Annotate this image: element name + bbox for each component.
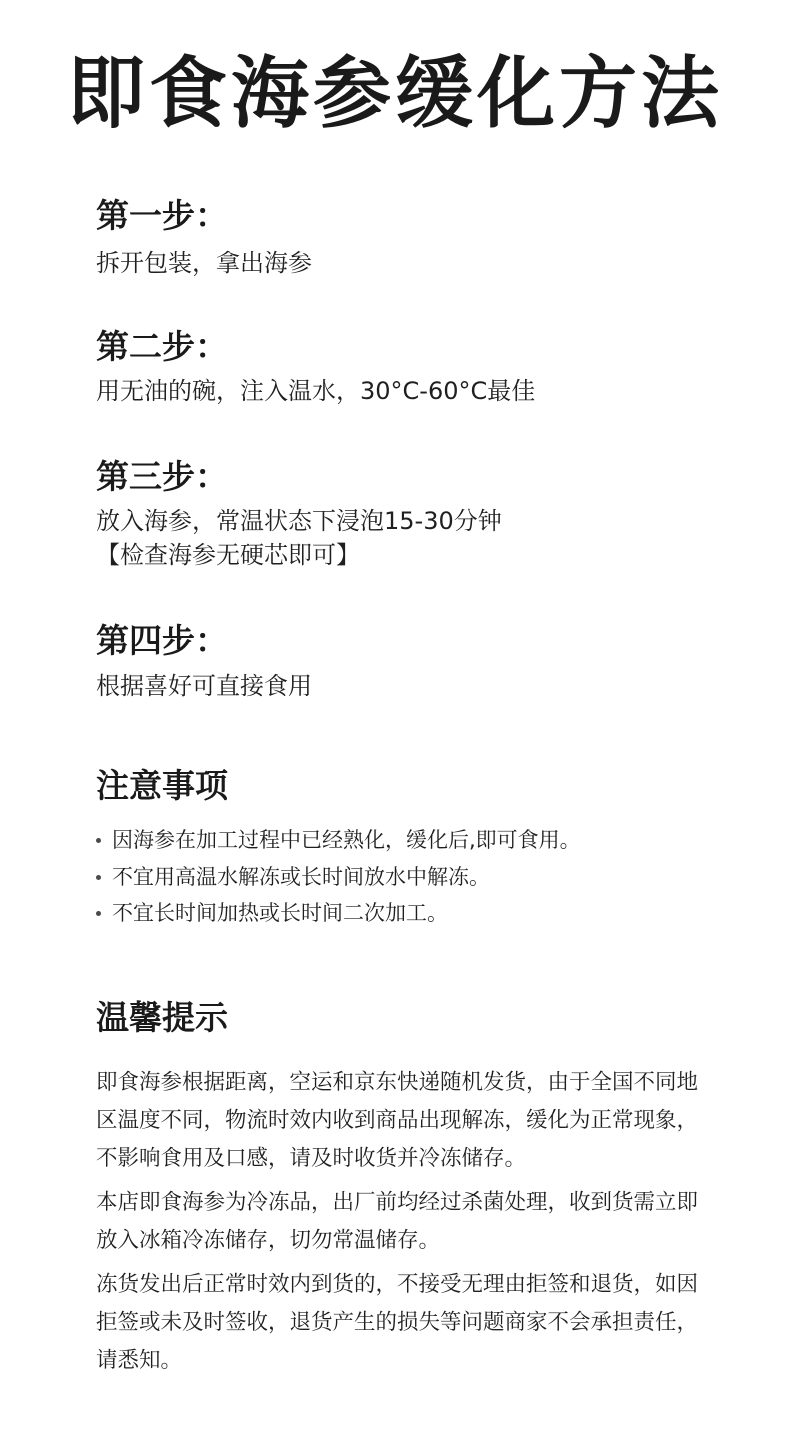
notes-item [96, 895, 716, 932]
notes-item [96, 859, 716, 896]
step-1-heading: 第一步： [96, 196, 228, 235]
notes-item-text: 不宜长时间加热或长时间二次加工。 [112, 901, 448, 925]
notes-item-text: 不宜用高温水解冻或长时间放水中解冻。 [112, 864, 490, 889]
step-3-line-1: 放入海参，常温状态下浸泡15-30分钟 [96, 507, 502, 535]
notes-list [96, 822, 716, 932]
tips-paragraph-2: 本店即食海参为冷冻品，出厂前均经过杀菌处理，收到货需立即放入冰箱冷冻储存，切勿常温储存。 [96, 1190, 699, 1253]
step-2-line-1: 用无油的碗，注入温水，30°C-60°C最佳 [96, 377, 536, 405]
step-3-line-2: 【检查海参无硬芯即可】 [96, 541, 360, 569]
tips-heading: 温馨提示 [96, 998, 228, 1037]
notes-heading: 注意事项 [96, 766, 228, 805]
bullet-dot-icon [96, 875, 101, 880]
step-1-line-1: 拆开包装，拿出海参 [96, 249, 312, 277]
step-4-heading: 第四步： [96, 621, 228, 660]
step-2-text [96, 374, 716, 408]
page-title: 即食海参缓化方法 [66, 49, 723, 139]
notes-item [96, 822, 716, 859]
step-3-text [96, 504, 716, 572]
notes-item-text: 因海参在加工过程中已经熟化，缓化后,即可食用。 [112, 828, 581, 852]
step-1-text [96, 246, 716, 280]
step-4-text [96, 669, 716, 703]
bullet-dot-icon [96, 838, 101, 843]
tips-paragraph-1: 即食海参根据距离，空运和京东快递随机发货，由于全国不同地区温度不同，物流时效内收到商品出现解冻，缓化为正常现象，不影响食用及口感，请及时收货并冷冻储存。 [96, 1070, 699, 1171]
step-3-heading: 第三步： [96, 457, 228, 496]
step-4-line-1: 根据喜好可直接食用 [96, 672, 312, 700]
tips-paragraph-3: 冻货发出后正常时效内到货的，不接受无理由拒签和退货，如因拒签或未及时签收，退货产生的损失等问题商家不会承担责任，请悉知。 [96, 1272, 699, 1373]
bullet-dot-icon [96, 911, 101, 916]
step-2-heading: 第二步： [96, 327, 228, 366]
